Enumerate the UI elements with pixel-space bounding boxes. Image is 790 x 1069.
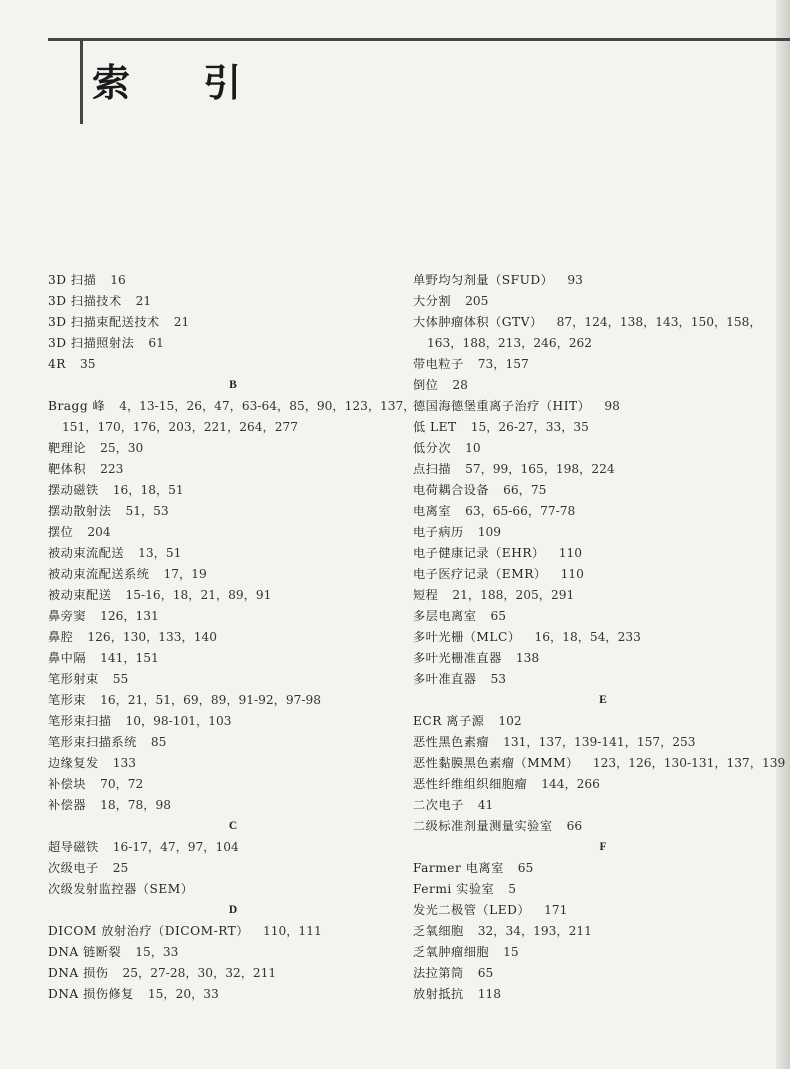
index-term: Fermi 实验室 — [413, 882, 495, 896]
index-term: 摆动散射法 — [48, 504, 112, 518]
index-term: DNA 损伤 — [48, 966, 109, 980]
index-term: 发光二极管（LED） — [413, 903, 531, 917]
index-entry — [48, 858, 398, 879]
index-term: 带电粒子 — [413, 357, 464, 371]
index-term: 3D 扫描技术 — [48, 294, 122, 308]
index-term: 被动束流配送 — [48, 546, 125, 560]
index-pages: 131，137，139-141，157，253 — [503, 735, 696, 749]
index-term: 3D 扫描 — [48, 273, 97, 287]
index-pages: 126，131 — [100, 609, 159, 623]
index-pages: 15，33 — [135, 945, 179, 959]
index-term: 短程 — [413, 588, 439, 602]
section-letter: F — [599, 841, 607, 853]
index-term: 大体肿瘤体积（GTV） — [413, 315, 543, 329]
index-term: DNA 链断裂 — [48, 945, 122, 959]
index-pages: 66，75 — [503, 483, 547, 497]
index-entry — [48, 879, 398, 900]
index-entry — [48, 921, 398, 942]
index-entry — [413, 522, 783, 543]
index-term: 补偿块 — [48, 777, 87, 791]
heading-bar — [80, 38, 83, 124]
index-entry — [413, 480, 783, 501]
index-column-right — [413, 270, 786, 1005]
index-term: 靶体积 — [48, 462, 87, 476]
index-pages: 18，78，98 — [100, 798, 171, 812]
index-term: 乏氧细胞 — [413, 924, 464, 938]
index-entry — [48, 606, 398, 627]
index-entry — [48, 669, 398, 690]
index-term: 恶性黑色素瘤 — [413, 735, 490, 749]
index-entry — [48, 942, 398, 963]
index-term: 鼻旁窦 — [48, 609, 87, 623]
index-pages: 28 — [452, 378, 468, 392]
index-term: 笔形束 — [48, 693, 87, 707]
index-pages: 118 — [477, 987, 502, 1001]
index-term: 电子病历 — [413, 525, 464, 539]
index-entry — [413, 270, 783, 291]
index-pages: 144，266 — [541, 777, 600, 791]
index-entry — [413, 606, 783, 627]
index-entry — [48, 270, 398, 291]
index-entry — [413, 543, 783, 564]
index-term: ECR 离子源 — [413, 714, 485, 728]
index-pages: 98 — [604, 399, 620, 413]
index-pages: 109 — [477, 525, 502, 539]
index-term: 电荷耦合设备 — [413, 483, 490, 497]
index-term: 乏氧肿瘤细胞 — [413, 945, 490, 959]
index-pages: 110 — [558, 546, 582, 560]
index-term: 大分割 — [413, 294, 452, 308]
index-entry — [413, 396, 783, 417]
index-pages: 65 — [517, 861, 534, 875]
index-term: DICOM 放射治疗（DICOM-RT） — [48, 924, 249, 938]
index-entry — [48, 522, 398, 543]
index-term: 多叶准直器 — [413, 672, 477, 686]
index-term: 次级电子 — [48, 861, 99, 875]
index-pages: 171 — [544, 903, 568, 917]
index-term: 电子健康记录（EHR） — [413, 546, 545, 560]
index-pages: 138 — [515, 651, 540, 665]
index-term: 恶性黏膜黑色素瘤（MMM） — [413, 756, 579, 770]
index-entry — [48, 438, 398, 459]
index-pages: 53 — [490, 672, 506, 686]
index-entry — [413, 312, 783, 333]
index-entry — [413, 711, 783, 732]
index-pages: 204 — [87, 525, 111, 539]
index-entry — [48, 459, 398, 480]
index-entry — [413, 501, 783, 522]
index-pages: 87，124，138，143，150，158， — [556, 315, 762, 329]
index-pages: 16 — [110, 273, 126, 287]
index-term: 法拉第筒 — [413, 966, 464, 980]
index-pages: 16，18，54，233 — [534, 630, 641, 644]
index-entry — [48, 753, 398, 774]
top-rule — [48, 38, 790, 41]
index-pages: 102 — [498, 714, 522, 728]
index-pages: 16-17，47，97，104 — [112, 840, 239, 854]
index-term: 二次电子 — [413, 798, 464, 812]
index-entry — [413, 354, 783, 375]
index-pages: 93 — [567, 273, 583, 287]
index-term: 笔形射束 — [48, 672, 99, 686]
index-pages: 51，53 — [125, 504, 169, 518]
index-pages: 16，21，51，69，89，91-92，97-98 — [100, 693, 321, 707]
index-pages: 21，188，205，291 — [452, 588, 575, 602]
index-entry — [413, 984, 783, 1005]
index-entry — [413, 942, 783, 963]
index-entry — [48, 543, 398, 564]
index-entry — [413, 900, 783, 921]
index-term: 边缘复发 — [48, 756, 99, 770]
index-pages: 65 — [490, 609, 506, 623]
index-pages: 15 — [503, 945, 519, 959]
index-pages: 65 — [477, 966, 494, 980]
index-term: 4R — [48, 357, 66, 371]
index-entry — [413, 627, 783, 648]
index-entry — [48, 774, 398, 795]
index-entry — [48, 627, 398, 648]
index-entry — [48, 963, 398, 984]
index-entry — [413, 291, 783, 312]
index-entry — [413, 921, 783, 942]
index-pages: 55 — [112, 672, 129, 686]
index-entry — [48, 732, 398, 753]
index-entry — [48, 984, 398, 1005]
index-pages: 70，72 — [100, 777, 144, 791]
index-entry — [48, 291, 398, 312]
index-entry — [413, 585, 783, 606]
index-pages: 32，34，193，211 — [477, 924, 592, 938]
index-pages: 110，111 — [262, 924, 322, 938]
index-term: 摆动磁铁 — [48, 483, 99, 497]
index-entry — [413, 438, 783, 459]
index-pages: 5 — [508, 882, 516, 896]
section-letter: E — [599, 694, 607, 706]
section-letter: B — [229, 379, 237, 391]
index-pages: 25，30 — [100, 441, 144, 455]
index-entry — [48, 795, 398, 816]
index-term: Bragg 峰 — [48, 399, 106, 413]
index-entry — [413, 564, 783, 585]
index-term: 多叶光栅（MLC） — [413, 630, 521, 644]
index-term: DNA 损伤修复 — [48, 987, 134, 1001]
index-term: 笔形束扫描 — [48, 714, 112, 728]
index-entry — [48, 396, 416, 417]
index-pages-continued: 163，188，213，246，262 — [427, 336, 593, 350]
index-pages: 126，130，133，140 — [87, 630, 217, 644]
index-term: 德国海德堡重离子治疗（HIT） — [413, 399, 591, 413]
index-pages-continued: 151，170，176，203，221，264，277 — [62, 420, 298, 434]
index-pages: 10 — [465, 441, 481, 455]
index-entry — [413, 648, 783, 669]
index-term: 倒位 — [413, 378, 439, 392]
index-term: 多叶光栅准直器 — [413, 651, 502, 665]
index-entry — [413, 753, 786, 774]
index-term: 鼻中隔 — [48, 651, 87, 665]
index-pages: 16，18，51 — [112, 483, 184, 497]
index-entry — [48, 564, 398, 585]
index-pages: 41 — [477, 798, 494, 812]
index-term: 次级发射监控器（SEM） — [48, 882, 194, 896]
section-letter: D — [228, 904, 238, 916]
index-pages: 13，51 — [138, 546, 182, 560]
index-entry — [48, 837, 398, 858]
index-pages: 85 — [150, 735, 167, 749]
index-pages: 110 — [560, 567, 584, 581]
index-entry — [413, 879, 783, 900]
index-entry — [413, 963, 783, 984]
index-term: 笔形束扫描系统 — [48, 735, 137, 749]
index-entry — [48, 648, 398, 669]
index-entry — [48, 690, 398, 711]
index-term: 被动束配送 — [48, 588, 112, 602]
index-entry — [413, 417, 783, 438]
index-entry — [413, 375, 783, 396]
index-pages: 25，27-28，30，32，211 — [122, 966, 277, 980]
index-pages: 4，13-15，26，47，63-64，85，90，123，137， — [119, 399, 416, 413]
index-term: Farmer 电离室 — [413, 861, 504, 875]
index-entry — [48, 354, 398, 375]
index-pages: 73，157 — [477, 357, 529, 371]
index-pages: 25 — [112, 861, 129, 875]
index-pages: 141，151 — [100, 651, 159, 665]
index-term: 鼻腔 — [48, 630, 74, 644]
index-pages: 21 — [135, 294, 152, 308]
page-title: 索 引 — [92, 61, 272, 105]
index-entry — [413, 732, 783, 753]
index-pages: 35 — [79, 357, 96, 371]
index-term: 超导磁铁 — [48, 840, 99, 854]
index-term: 电子医疗记录（EMR） — [413, 567, 547, 581]
index-term: 放射抵抗 — [413, 987, 464, 1001]
index-term: 被动束流配送系统 — [48, 567, 150, 581]
index-term: 补偿器 — [48, 798, 87, 812]
index-entry — [48, 585, 398, 606]
index-entry — [413, 858, 783, 879]
index-term: 靶理论 — [48, 441, 87, 455]
index-term: 低分次 — [413, 441, 452, 455]
index-entry — [48, 501, 398, 522]
index-entry — [48, 711, 398, 732]
index-term: 点扫描 — [413, 462, 452, 476]
index-term: 恶性纤维组织细胞瘤 — [413, 777, 528, 791]
index-column-left — [48, 270, 416, 1005]
index-pages: 21 — [173, 315, 190, 329]
index-term: 低 LET — [413, 420, 457, 434]
index-entry — [413, 669, 783, 690]
section-letter: C — [228, 820, 238, 832]
index-pages: 15，20，33 — [147, 987, 219, 1001]
index-pages: 66 — [566, 819, 583, 833]
index-pages: 133 — [112, 756, 137, 770]
index-pages: 223 — [100, 462, 124, 476]
index-entry — [413, 774, 783, 795]
index-term: 3D 扫描束配送技术 — [48, 315, 160, 329]
index-entry — [413, 459, 783, 480]
index-term: 电离室 — [413, 504, 452, 518]
index-pages: 123，126，130-131，137，139 — [592, 756, 786, 770]
index-pages: 15-16，18，21，89，91 — [125, 588, 272, 602]
index-entry — [413, 795, 783, 816]
index-term: 摆位 — [48, 525, 74, 539]
index-entry — [48, 312, 398, 333]
index-term: 单野均匀剂量（SFUD） — [413, 273, 554, 287]
index-term: 3D 扫描照射法 — [48, 336, 135, 350]
index-pages: 205 — [465, 294, 489, 308]
index-entry — [413, 816, 783, 837]
index-pages: 15，26-27，33，35 — [470, 420, 589, 434]
index-term: 多层电离室 — [413, 609, 477, 623]
index-entry — [48, 333, 398, 354]
index-pages: 57，99，165，198，224 — [465, 462, 615, 476]
index-pages: 17，19 — [163, 567, 207, 581]
index-pages: 10，98-101，103 — [125, 714, 232, 728]
index-pages: 63，65-66，77-78 — [465, 504, 576, 518]
index-term: 二级标准剂量测量实验室 — [413, 819, 553, 833]
index-pages: 61 — [148, 336, 164, 350]
index-entry — [48, 480, 398, 501]
